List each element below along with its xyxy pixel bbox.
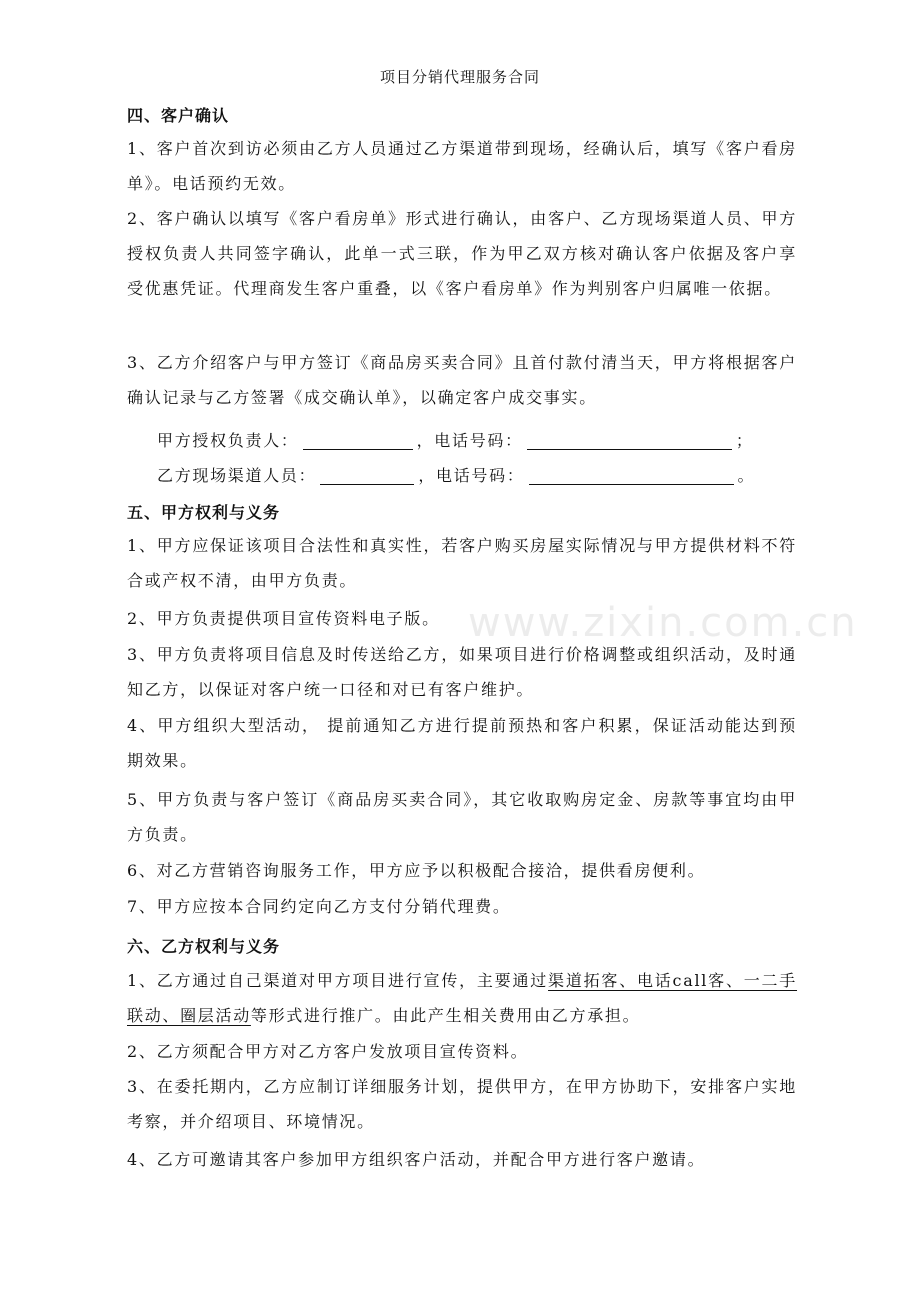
party-a-rep-blank[interactable] [303, 431, 413, 450]
section-4-paragraph-2: 2、客户确认以填写《客户看房单》形式进行确认，由客户、乙方现场渠道人员、甲方授权负责人共同签字确认，此单一式三联，作为甲乙双方核对确认客户依据及客户享受优惠凭证。代理商发生客户重叠，以《客户看房单》作为判别客户归属唯一依据。 [127, 209, 797, 298]
section-6-item-1-pre: 1、乙方通过自己渠道对甲方项目进行宣传，主要通过 [127, 971, 549, 990]
section-5-item: 6、对乙方营销咨询服务工作，甲方应予以积极配合接洽，提供看房便利。 [127, 861, 706, 880]
party-b-line-end: 。 [737, 466, 756, 485]
section-5-item: 3、甲方负责将项目信息及时传送给乙方，如果项目进行价格调整或组织活动，及时通知乙方，以保证对客户统一口径和对已有客户维护。 [127, 645, 797, 699]
party-a-signature-line [157, 428, 754, 451]
document-title: 项目分销代理服务合同 [379, 68, 540, 86]
party-a-phone-blank[interactable] [527, 431, 732, 450]
section-5-item: 7、甲方应按本合同约定向乙方支付分销代理费。 [127, 897, 511, 916]
section-4-heading: 四、客户确认 [127, 106, 230, 125]
party-b-staff-label: 乙方现场渠道人员： [157, 466, 317, 485]
party-b-phone-blank[interactable] [529, 466, 734, 485]
party-b-signature-line [157, 463, 755, 486]
section-4-paragraph-1: 1、客户首次到访必须由乙方人员通过乙方渠道带到现场，经确认后，填写《客户看房单》。电话预约无效。 [127, 139, 797, 193]
party-a-phone-label: ，电话号码： [416, 431, 523, 450]
party-b-staff-blank[interactable] [320, 466, 414, 485]
section-4-paragraph-3: 3、乙方介绍客户与甲方签订《商品房买卖合同》且首付款付清当天，甲方将根据客户确认记录与乙方签署《成交确认单》，以确定客户成交事实。 [127, 353, 797, 407]
section-5-item: 2、甲方负责提供项目宣传资料电子版。 [127, 609, 440, 628]
section-6-item: 4、乙方可邀请其客户参加甲方组织客户活动，并配合甲方进行客户邀请。 [127, 1150, 706, 1169]
party-a-line-end: ； [735, 431, 754, 450]
section-6-item [127, 963, 797, 1033]
party-a-rep-label: 甲方授权负责人： [157, 431, 299, 450]
promotion-channels-underlined: 渠道拓客、电话call客、一二手联动、圈层活动 [127, 971, 798, 1025]
watermark: www.zixin.com.cn [468, 600, 858, 646]
section-6-item-1-post: 等形式进行推广。由此产生相关费用由乙方承担。 [250, 1006, 641, 1025]
section-6-item: 2、乙方须配合甲方对乙方客户发放项目宣传资料。 [127, 1042, 529, 1061]
section-5-item: 5、甲方负责与客户签订《商品房买卖合同》，其它收取购房定金、房款等事宜均由甲方负责。 [127, 790, 797, 844]
party-b-phone-label: ，电话号码： [418, 466, 525, 485]
section-6-item: 3、在委托期内，乙方应制订详细服务计划，提供甲方，在甲方协助下，安排客户实地考察，并介绍项目、环境情况。 [127, 1077, 797, 1131]
section-5-item: 4、甲方组织大型活动， 提前通知乙方进行提前预热和客户积累，保证活动能达到预期效果。 [127, 716, 797, 770]
section-5-item: 1、甲方应保证该项目合法性和真实性，若客户购买房屋实际情况与甲方提供材料不符合或产权不清，由甲方负责。 [127, 536, 797, 590]
section-5-heading: 五、甲方权利与义务 [127, 503, 281, 522]
section-6-heading: 六、乙方权利与义务 [127, 937, 281, 956]
